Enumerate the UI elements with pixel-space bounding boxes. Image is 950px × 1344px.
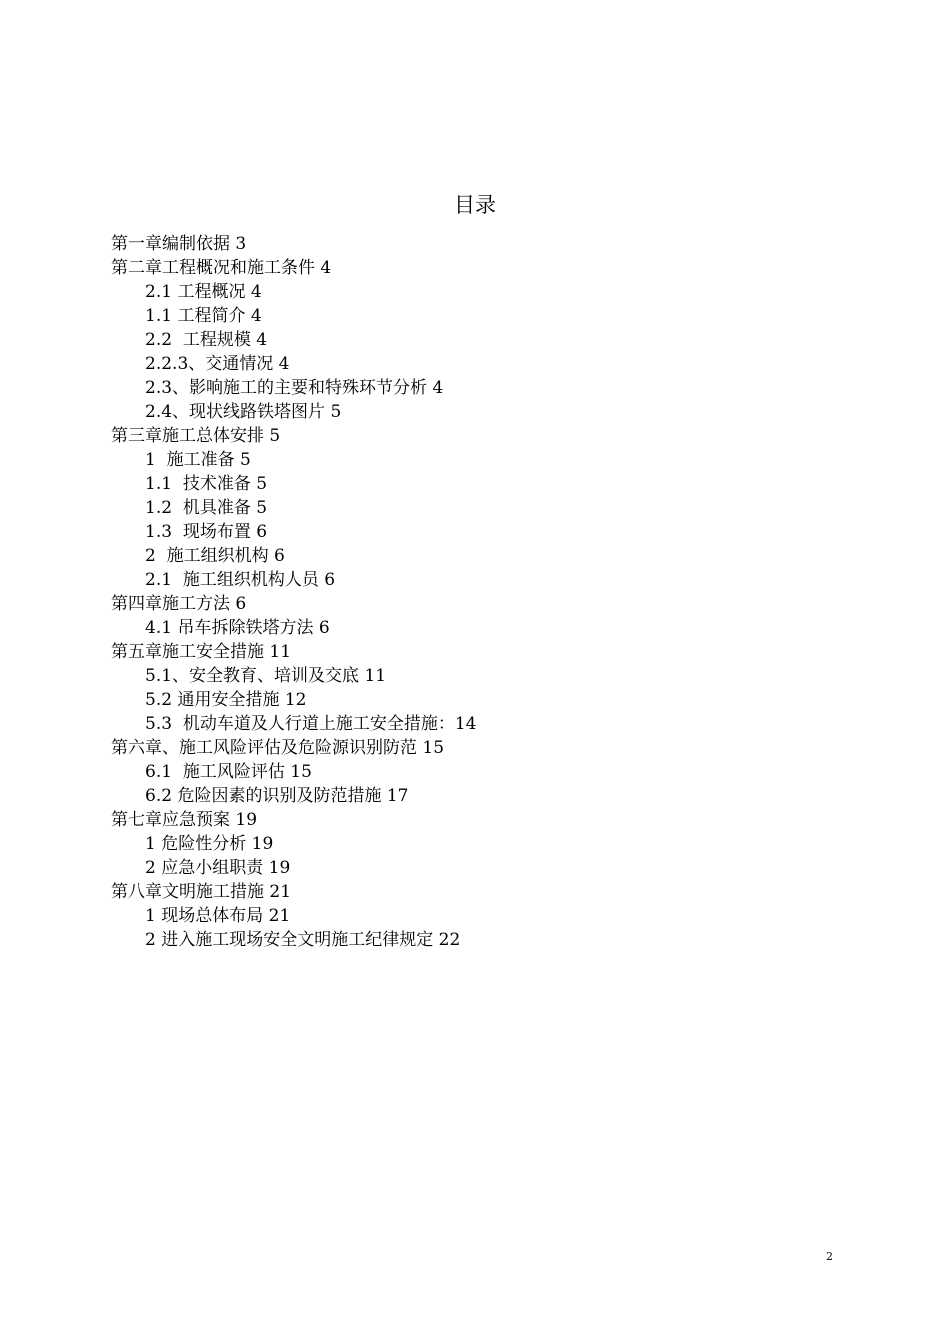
toc-entry-2-4: 2.4、现状线路铁塔图片 5 <box>145 402 342 422</box>
toc-entry-5-2: 5.2 通用安全措施 12 <box>145 690 307 710</box>
toc-entry-chapter-5: 第五章施工安全措施 11 <box>111 642 292 662</box>
toc-entry-3-2-1: 2.1 施工组织机构人员 6 <box>145 570 336 590</box>
toc-entry-7-2: 2 应急小组职责 19 <box>145 858 291 878</box>
toc-entry-8-2: 2 进入施工现场安全文明施工纪律规定 22 <box>145 930 461 950</box>
toc-entry-2-1: 2.1 工程概况 4 <box>145 282 262 302</box>
toc-entry-3-2: 2 施工组织机构 6 <box>145 546 285 566</box>
toc-entry-chapter-3: 第三章施工总体安排 5 <box>111 426 281 446</box>
toc-entry-3-1: 1 施工准备 5 <box>145 450 251 470</box>
toc-entry-2-2: 2.2 工程规模 4 <box>145 330 268 350</box>
toc-entry-chapter-8: 第八章文明施工措施 21 <box>111 882 292 902</box>
toc-entry-chapter-7: 第七章应急预案 19 <box>111 810 258 830</box>
toc-entry-5-3: 5.3 机动车道及人行道上施工安全措施：14 <box>145 714 477 734</box>
toc-entry-5-1: 5.1、安全教育、培训及交底 11 <box>145 666 387 686</box>
toc-entry-8-1: 1 现场总体布局 21 <box>145 906 291 926</box>
toc-entry-3-1-3: 1.3 现场布置 6 <box>145 522 268 542</box>
page-number: 2 <box>826 1250 833 1263</box>
toc-title: 目录 <box>454 193 496 217</box>
toc-entry-3-1-2: 1.2 机具准备 5 <box>145 498 268 518</box>
toc-entry-7-1: 1 危险性分析 19 <box>145 834 274 854</box>
toc-entry-1-1: 1.1 工程简介 4 <box>145 306 262 326</box>
toc-entry-2-3: 2.3、影响施工的主要和特殊环节分析 4 <box>145 378 444 398</box>
toc-entry-chapter-4: 第四章施工方法 6 <box>111 594 247 614</box>
toc-entry-3-1-1: 1.1 技术准备 5 <box>145 474 268 494</box>
toc-entry-4-1: 4.1 吊车拆除铁塔方法 6 <box>145 618 330 638</box>
toc-entry-6-2: 6.2 危险因素的识别及防范措施 17 <box>145 786 409 806</box>
toc-entry-chapter-6: 第六章、施工风险评估及危险源识别防范 15 <box>111 738 445 758</box>
toc-entry-2-2-3: 2.2.3、交通情况 4 <box>145 354 290 374</box>
toc-entry-chapter-2: 第二章工程概况和施工条件 4 <box>111 258 332 278</box>
toc-entry-chapter-1: 第一章编制依据 3 <box>111 234 247 254</box>
toc-entry-6-1: 6.1 施工风险评估 15 <box>145 762 312 782</box>
table-of-contents <box>0 232 950 952</box>
